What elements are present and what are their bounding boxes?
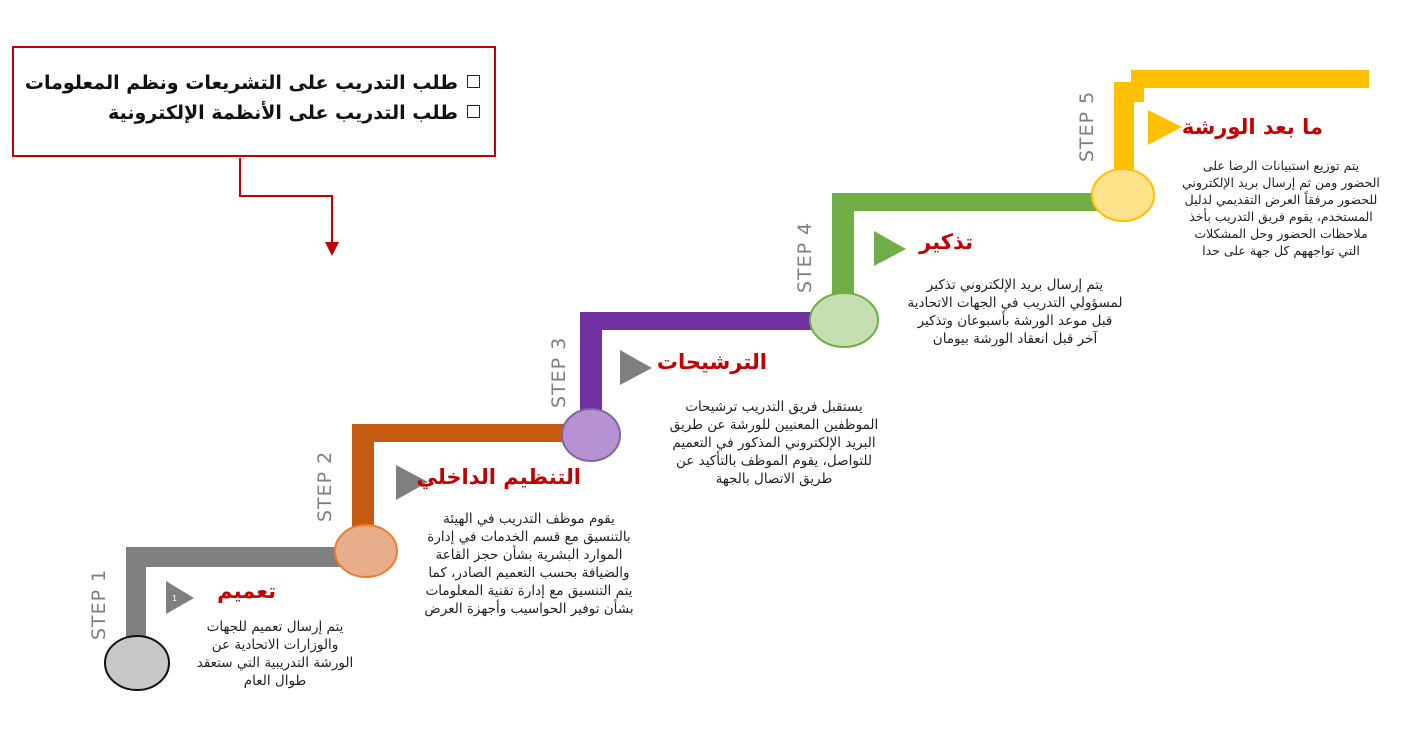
step-2-description [404,510,654,618]
step-3-label: STEP 3 [548,336,570,408]
step-1-marker-number: 1 [172,594,178,603]
step-1-title: تعميم [217,579,276,603]
step-5-description-line: يتم توزيع استبيانات الرضا على [1202,158,1360,173]
step-4-label: STEP 4 [794,221,816,293]
step-5-label: STEP 5 [1076,90,1098,162]
step-5-description-line: الحضور ومن ثم إرسال بريد الإلكتروني [1182,175,1380,190]
step-3-description [654,398,894,488]
step-2-description-line: الموارد البشرية بشأن حجز القاعة [435,547,623,563]
step-1-description-line: يتم إرسال تعميم للجهات [206,619,344,635]
step-2-description-line: بالتنسيق مع قسم الخدمات في إدارة [427,529,631,545]
step-5-play-icon [1148,110,1182,145]
step-1-description [180,618,370,690]
step-3-description-line: يستقبل فريق التدريب ترشيحات [685,399,863,415]
step-3-play-icon [620,350,652,385]
header-connector-arrow [240,158,332,244]
training-request-item-1 [25,72,480,94]
step-2-description-line: بشأن توفير الحواسيب وأجهزة العرض [424,601,634,617]
step-3-description-line: طريق الاتصال بالجهة [715,471,833,487]
checkbox-icon [467,75,480,88]
step-4-title: تذكير [919,230,973,254]
step-3-description-line: للتواصل، يقوم الموظف بالتأكيد عن [676,453,872,469]
step-1-description-line: والوزارات الاتحادية عن [211,637,339,653]
step-1-circle [105,636,169,690]
training-request-box [12,46,496,157]
step-4-description-line: آخر قبل انعقاد الورشة بيومان [932,331,1098,347]
step-4-description-line: يتم إرسال بريد الإلكتروني تذكير [926,277,1104,293]
step-3-title: الترشيحات [656,350,767,374]
step-1-description-line: طوال العام [243,673,307,689]
step-5-description-line: للحضور مرفقاً العرض التقديمي لدليل [1184,192,1378,207]
step-5-description-line: التي تواجههم كل جهة على حدا [1202,243,1360,258]
step-2-description-line: يقوم موظف التدريب في الهيئة [443,511,615,527]
step-5-circle [1092,169,1154,221]
step-4-description [896,276,1134,348]
step-3-circle [562,409,620,461]
step-5-description-line: ملاحظات الحضور وحل المشكلات [1194,226,1368,241]
step-2-title: التنظيم الداخلي [416,465,581,489]
step-3-description-line: الموظفين المعنيين للورشة عن طريق [669,417,879,433]
step-1-play-icon [166,581,194,614]
step-2-circle [335,525,397,577]
step-1-description-line: الورشة التدريبية التي ستعقد [196,655,354,671]
step-3-description-line: البريد الإلكتروني المذكور في التعميم [672,435,876,451]
step-2-label: STEP 2 [314,450,336,522]
training-request-item-1-label: طلب التدريب على التشريعات ونظم المعلومات [24,72,458,94]
arrow-head-icon [325,242,339,256]
step-5-title: ما بعد الورشة [1181,115,1323,139]
step-4-play-icon [874,231,906,266]
step-2-description-line: والضيافة بحسب التعميم الصادر، كما [428,565,630,581]
step-5-description [1168,157,1394,259]
step-4-description-line: لمسؤولي التدريب في الجهات الاتحادية [907,295,1123,311]
training-request-item-2-label: طلب التدريب على الأنظمة الإلكترونية [108,102,458,124]
step-4-description-line: قبل موعد الورشة بأسبوعان وتذكير [917,313,1113,329]
step-4-circle [810,293,878,347]
step-1-label: STEP 1 [88,568,110,640]
step-2-description-line: يتم التنسيق مع إدارة تقنية المعلومات [425,583,633,599]
step-5-description-line: المستخدم، يقوم فريق التدريب بأخذ [1189,209,1373,224]
checkbox-icon [467,105,480,118]
training-request-item-2 [108,102,480,124]
